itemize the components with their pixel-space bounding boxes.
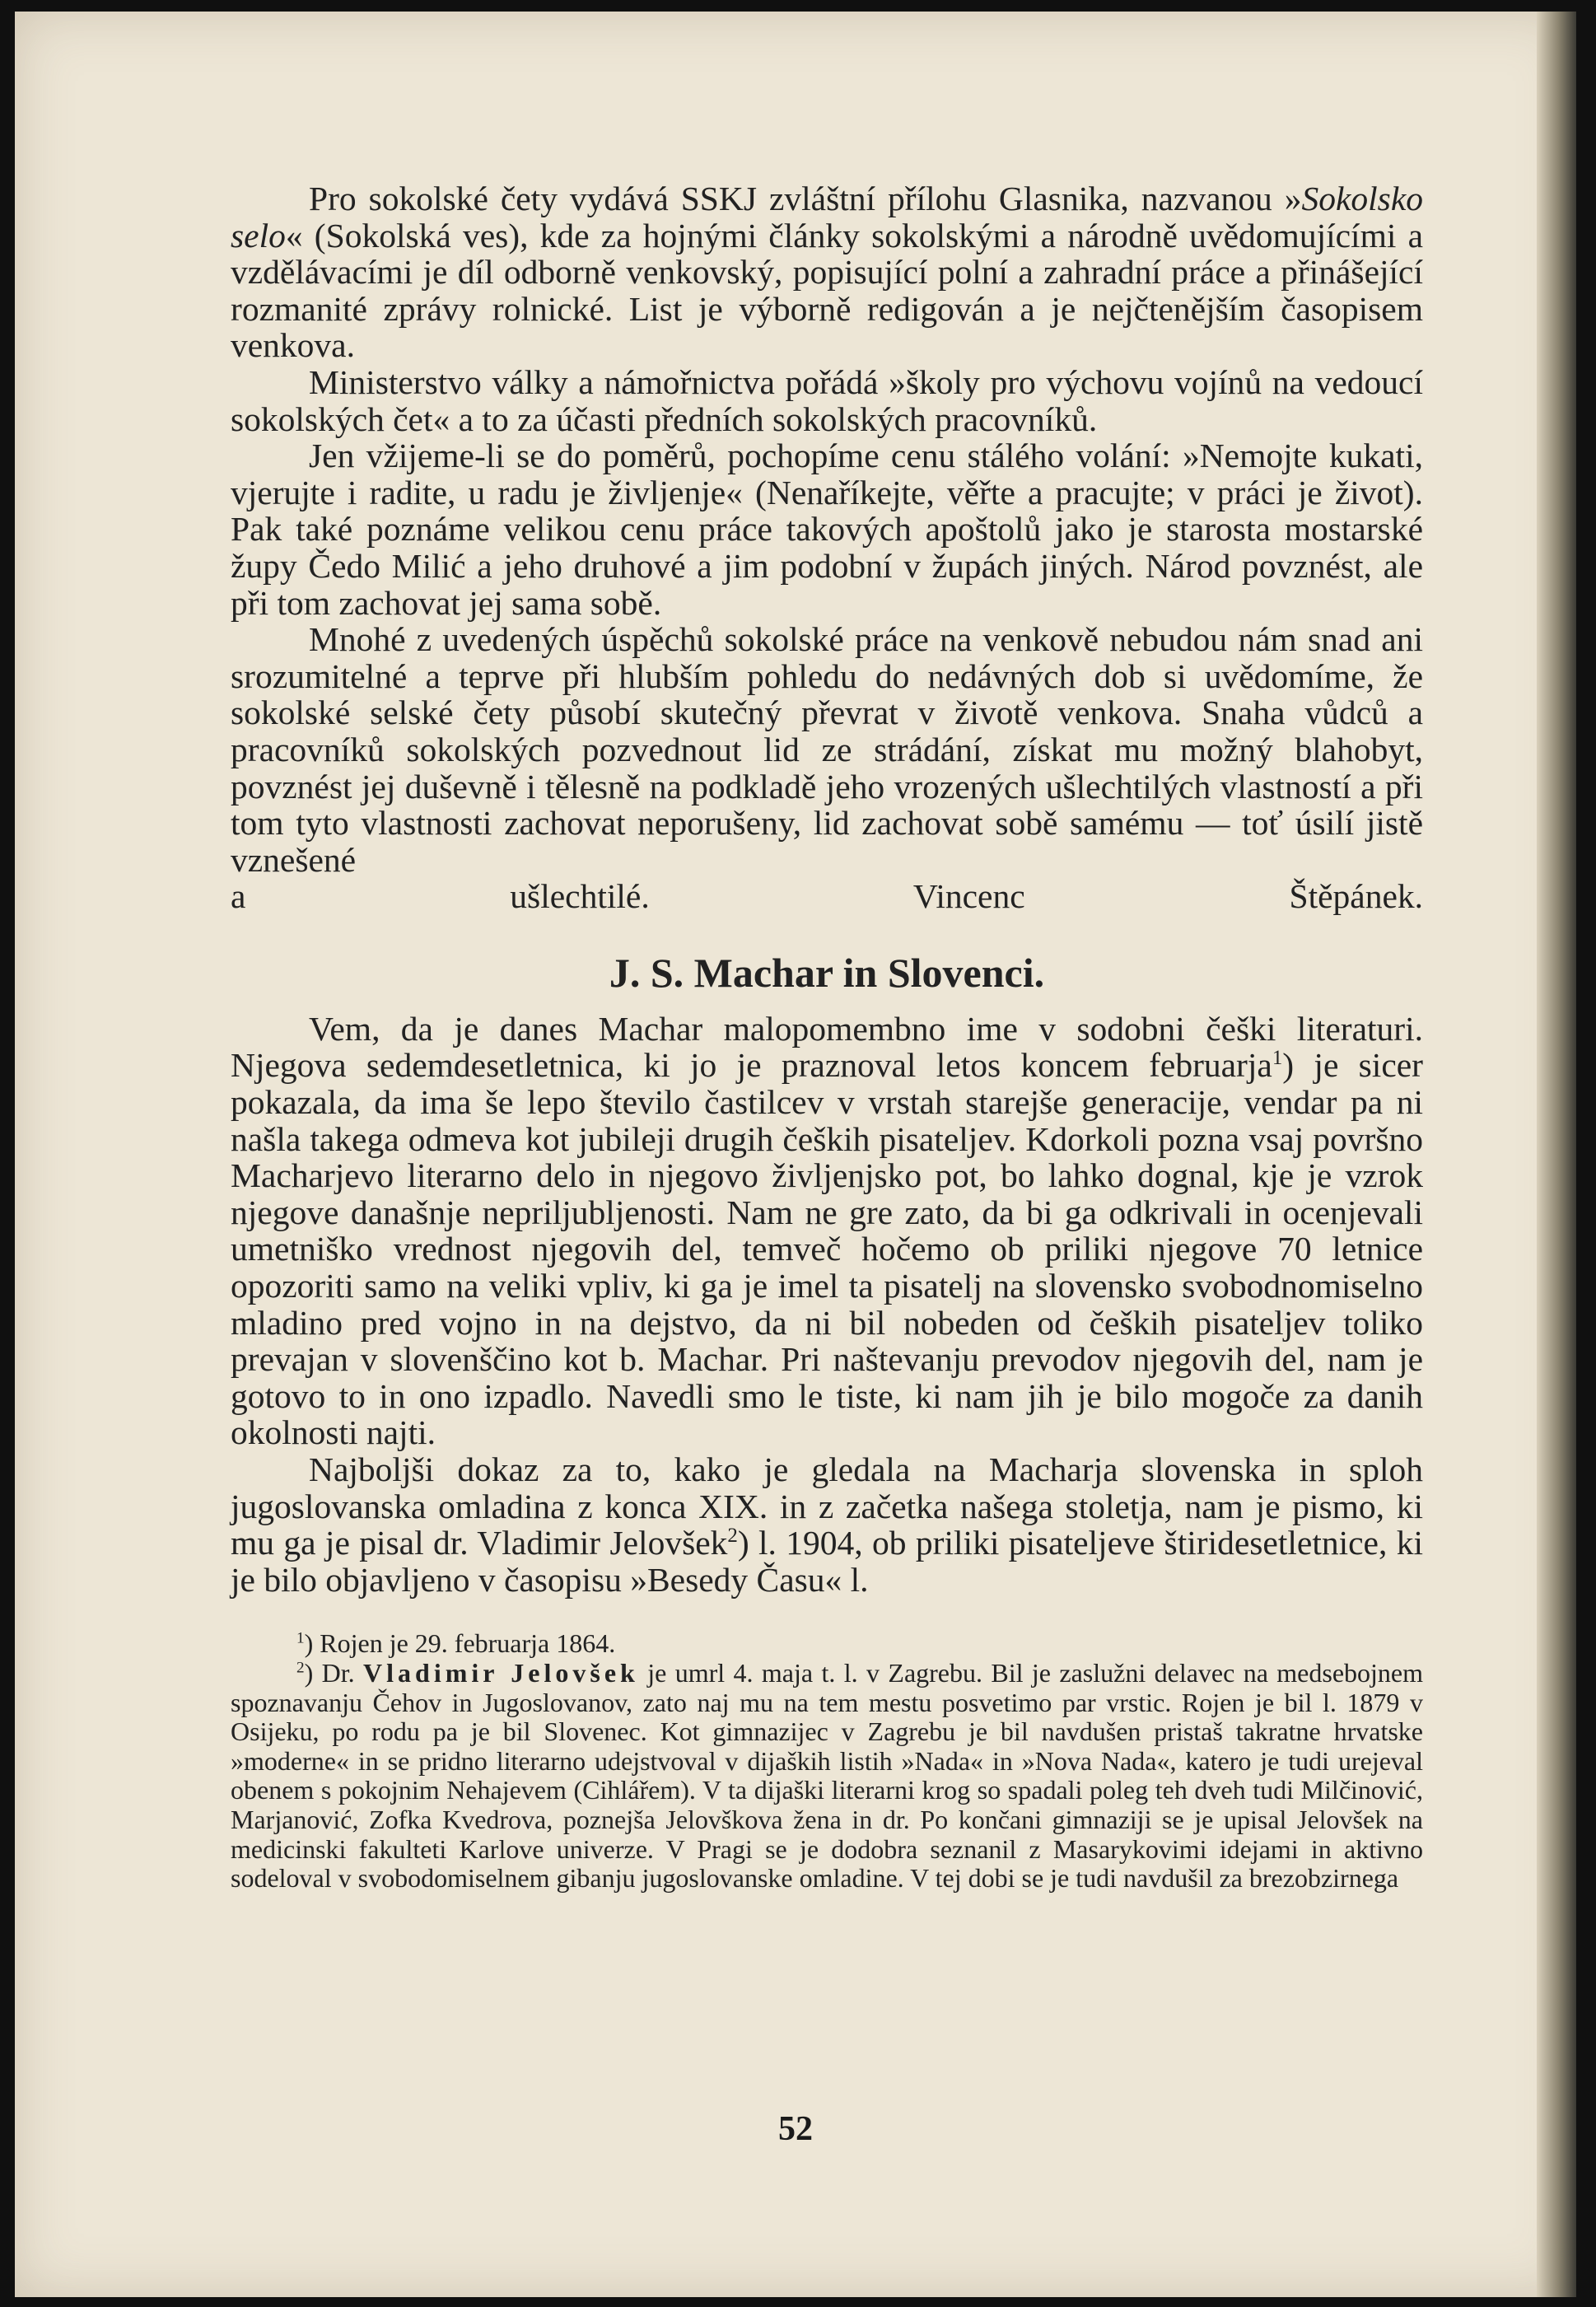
book-page [15, 12, 1576, 2297]
paragraph-ministerstvo: Ministerstvo války a námořnictva pořádá »školy pro výchovu vojínů na vedoucí sokolských čet« a to za účasti předních sokolských pracovníků. [231, 362, 1423, 438]
journal-title: Sokolsko selo [231, 180, 1423, 255]
spaced-name: Vladimir Jelovšek [363, 1657, 639, 1688]
footnotes [231, 1629, 1423, 1893]
paragraph-nemojte-kukati: Jen vžijeme-li se do poměrů, pochopíme cenu stálého volání: »Nemojte kukati, vjerujte i radite, u radu je življenje« (Nenaříkejte, věřte a pracujte; v práci je život). Pak také poznáme velikou cenu práce takových apoštolů jako je starosta mostarské župy Čedo Milić a jeho druhové a jim podobní v župách jiných. Národ povznést, ale při tom zachovat jej sama sobě. [231, 437, 1423, 622]
page-body [231, 180, 1423, 1894]
paragraph-machar-intro: Vem, da je danes Machar malopomembno ime v sodobni češki literaturi. Njegova sedemdesetletnica, ki jo je praznoval letos koncem februarja$^1$) je sicer pokazala, da ima še lepo število častilcev v vrstah starejše generacije, vendar pa ni našla takega odmeva kot jubileji drugih čeških pisateljev. Kdorkoli pozna vsaj površno Macharjevo literarno delo in njegovo življenjsko pot, bo lahko dognal, kje je vzrok njegove današnje nepriljubljenosti. Nam ne gre zato, da bi ga odkrivali in ocenjevali umetniško vrednost njegovih del, temveč hočemo ob priliki njegove 70 letnice opozoriti samo na veliki vpliv, ki ga je imel ta pisatelj na slovensko svobodnomiselno mladino pred vojno in na dejstvo, da ni bil nobeden od čeških pisateljev toliko prevajan v slovenščino kot b. Machar. Pri naštevanju prevodov njegovih del, nam je gotovo to in ono izpadlo. Navedli smo le tiste, ki nam jih je bilo mogoče za danih okolnosti najti. [231, 1009, 1423, 1452]
footnote-2: $^2$) Dr. Vladimir Jelovšek je umrl 4. maja t. l. v Zagrebu. Bil je zaslužni delavec na medsebojnem spoznavanju Čehov in Jugoslovanov, zato naj mu na tem mestu posvetimo par vrstic. Rojen je bil l. 1879 v Osijeku, po rodu pa je bil Slovenec. Kot gimnazijec v Zagrebu je bil navdušen pristaš takratne hrvatske »moderne« in se pridno literarno udejstvoval v dijaških listih »Nada« in »Nova Nada«, katero je tudi urejeval obenem s pokojnim Nehajevem (Cihlářem). V ta dijaški literarni krog so spadali poleg teh dveh tudi Milčinović, Marjanović, Zofka Kvedrova, poznejša Jelovškova žena in dr. Po končani gimnaziji se je upisal Jelovšek na medicinski fakulteti Karlove univerze. V Pragi se je dodobra seznanil z Masarykovimi idejami in aktivno sodeloval v svobodomiselnem gibanju jugoslovanske omladine. V tej dobi se je tudi navdušil za brezobzirnega [231, 1657, 1424, 1894]
footnote-mark-2: 2 [296, 1659, 305, 1677]
footnote-ref-1: 1 [1272, 1047, 1283, 1070]
page-number: 52 [778, 2110, 813, 2148]
author-signature: Vincenc Štěpánek. [912, 877, 1424, 916]
signature-line [231, 878, 1423, 915]
paragraph-end: a ušlechtilé. [231, 877, 650, 916]
paragraph-najboljsi-dokaz: Najboljši dokaz za to, kako je gledala na Macharja slovenska in sploh jugoslovanska omladina z konca XIX. in z začetka našega stoletja, nam je pismo, ki mu ga je pisal dr. Vladimir Jelovšek$^2$) l. 1904, ob priliki pisateljeve štiridesetletnice, ki je bilo objavljeno v časopisu »Besedy Času« l. [231, 1450, 1423, 1599]
footnote-1: $^1$) Rojen je 29. februarja 1864. [296, 1628, 616, 1659]
footnote-mark-1: 1 [296, 1629, 305, 1647]
page-spine-shadow [1537, 12, 1576, 2297]
article-title: J. S. Machar in Slovenci. [609, 949, 1045, 996]
paragraph-uspechy: Mnohé z uvedených úspěchů sokolské práce na venkově nebudou nám snad ani srozumitelné a teprve při hlubším pohledu do nedávných dob si uvědomíme, že sokolské selské čety působí skutečný převrat v životě venkova. Snaha vůdců a pracovníků sokolských pozvednout lid ze strádání, získat mu možný blahobyt, povznést jej duševně i tělesně na podkladě jeho vrozených ušlechtilých vlastností a při tom tyto vlastnosti zachovat neporušeny, lid zachovat sobě samému — toť úsilí jistě vznešené [231, 620, 1423, 879]
paragraph-sokolsko-selo: Pro sokolské čety vydává SSKJ zvláštní přílohu Glasnika, nazvanou »Sokolsko selo« (Sokolská ves), kde za hojnými články sokolskými a národně uvědomujícími a vzdělávacími je díl odborně venkovský, popisující polní a zahradní práce a přinášející rozmanité zprávy rolnické. List je výborně redigován a je nejčtenějším časopisem venkova. [231, 180, 1423, 365]
footnote-ref-2: 2 [727, 1525, 738, 1548]
